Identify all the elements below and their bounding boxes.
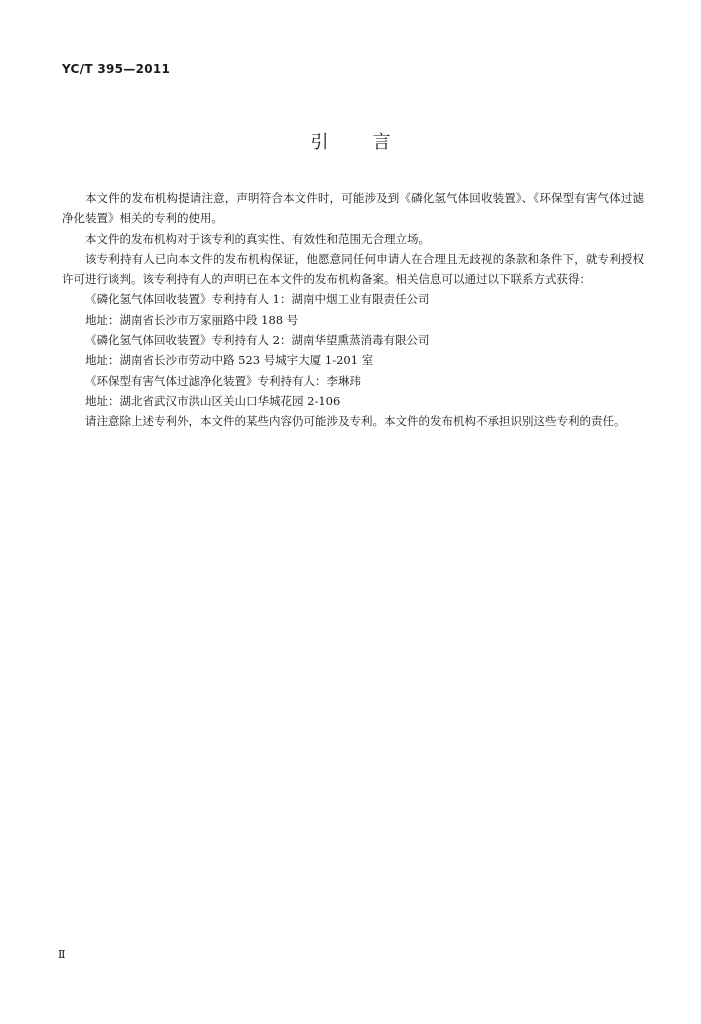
paragraph-position-statement: 本文件的发布机构对于该专利的真实性、有效性和范围无合理立场。	[85, 231, 430, 246]
patent-holder-3-address: 地址：湖北省武汉市洪山区关山口华城花园 2-106	[85, 393, 341, 408]
paragraph-holder-guarantee: 该专利持有人已向本文件的发布机构保证，他愿意同任何申请人在合理且无歧视的条款和条件下，就专利授权许可进行谈判。该专利持有人的声明已在本文件的发布机构备案。相关信息可以通过以下联系方式获得：	[62, 251, 644, 287]
patent-holder-1: 《磷化氢气体回收装置》专利持有人 1：湖南中烟工业有限责任公司	[85, 292, 430, 307]
patent-holder-3: 《环保型有害气体过滤净化装置》专利持有人：李琳玮	[85, 373, 361, 388]
page-title: 引言	[310, 132, 435, 153]
patent-holder-2: 《磷化氢气体回收装置》专利持有人 2：湖南华望熏蒸消毒有限公司	[85, 333, 430, 348]
page-number: Ⅱ	[58, 948, 66, 961]
paragraph-patent-notice: 本文件的发布机构提请注意，声明符合本文件时，可能涉及到《磷化氢气体回收装置》、《环保型有害气体过滤净化装置》相关的专利的使用。	[62, 191, 644, 226]
patent-holder-1-address: 地址：湖南省长沙市万家丽路中段 188 号	[85, 312, 299, 327]
standard-code: YC/T 395—2011	[62, 62, 171, 76]
document-body	[62, 188, 644, 432]
patent-holder-2-address: 地址：湖南省长沙市劳动中路 523 号城宇大厦 1-201 室	[85, 353, 374, 368]
paragraph-disclaimer: 请注意除上述专利外，本文件的某些内容仍可能涉及专利。本文件的发布机构不承担识别这些专利的责任。	[85, 414, 626, 429]
